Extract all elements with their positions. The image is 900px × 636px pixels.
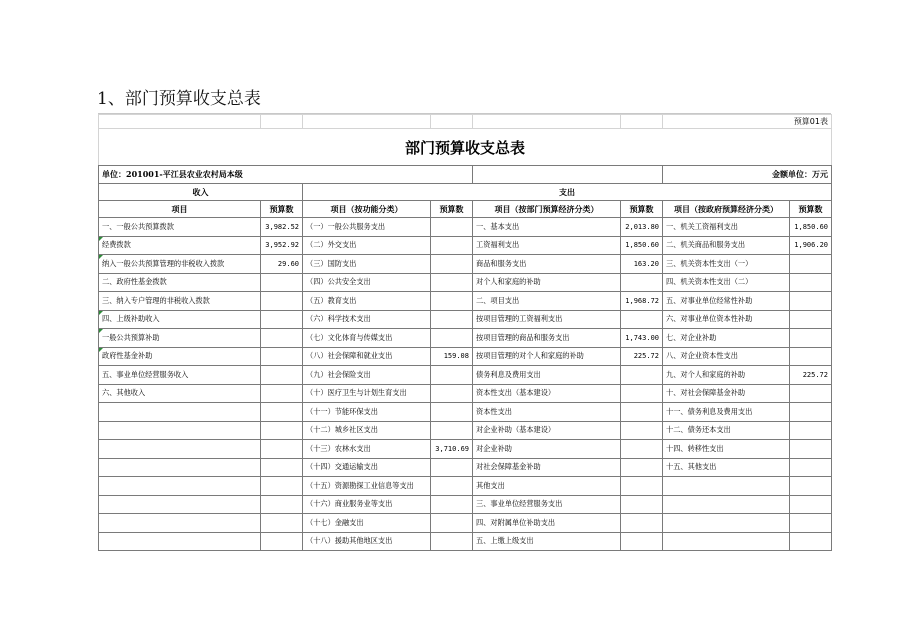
table-row — [99, 310, 832, 329]
income-amount-cell — [261, 495, 303, 514]
col-income-item: 项目 — [99, 201, 261, 218]
gov-item-cell: 十四、转移性支出 — [663, 440, 790, 459]
table-row — [99, 440, 832, 459]
func-item-cell: （四）公共安全支出 — [303, 273, 431, 292]
func-amount-cell — [431, 403, 473, 422]
unit-label: 单位：201001-平江县农业农村局本级 — [99, 166, 473, 184]
budget-sheet — [98, 113, 831, 551]
income-amount-cell — [261, 292, 303, 311]
gov-item-cell: 十一、债务利息及费用支出 — [663, 403, 790, 422]
dept-item-cell: 一、基本支出 — [473, 218, 621, 237]
func-item-cell: （十五）资源勘探工业信息等支出 — [303, 477, 431, 496]
gov-amount-cell — [790, 477, 832, 496]
gov-item-cell — [663, 532, 790, 551]
col-dept-amount: 预算数 — [621, 201, 663, 218]
dept-amount-cell: 1,968.72 — [621, 292, 663, 311]
col-income-amount: 预算数 — [261, 201, 303, 218]
func-item-cell: （六）科学技术支出 — [303, 310, 431, 329]
gov-item-cell: 一、机关工资福利支出 — [663, 218, 790, 237]
income-item-cell — [99, 403, 261, 422]
income-amount-cell — [261, 421, 303, 440]
dept-amount-cell — [621, 532, 663, 551]
func-amount-cell — [431, 236, 473, 255]
sheet-note-row — [99, 115, 832, 129]
dept-amount-cell: 163.20 — [621, 255, 663, 274]
dept-item-cell: 资本性支出（基本建设） — [473, 384, 621, 403]
income-amount-cell: 3,982.52 — [261, 218, 303, 237]
func-item-cell: （一）一般公共服务支出 — [303, 218, 431, 237]
table-row — [99, 366, 832, 385]
income-item-cell: 经费拨款 — [99, 236, 261, 255]
gov-amount-cell: 1,906.20 — [790, 236, 832, 255]
table-row — [99, 236, 832, 255]
func-item-cell: （七）文化体育与传媒支出 — [303, 329, 431, 348]
dept-item-cell: 对企业补助（基本建设） — [473, 421, 621, 440]
gov-item-cell: 四、机关资本性支出（二） — [663, 273, 790, 292]
dept-item-cell: 对个人和家庭的补助 — [473, 273, 621, 292]
expense-section-header: 支出 — [303, 184, 832, 201]
gov-item-cell: 九、对个人和家庭的补助 — [663, 366, 790, 385]
func-amount-cell — [431, 532, 473, 551]
func-amount-cell — [431, 514, 473, 533]
func-item-cell: （十一）节能环保支出 — [303, 403, 431, 422]
income-amount-cell — [261, 366, 303, 385]
table-row — [99, 421, 832, 440]
dept-amount-cell — [621, 458, 663, 477]
income-section-header: 收入 — [99, 184, 303, 201]
income-item-cell — [99, 477, 261, 496]
gov-amount-cell — [790, 329, 832, 348]
gov-amount-cell — [790, 514, 832, 533]
func-item-cell: （五）教育支出 — [303, 292, 431, 311]
income-amount-cell — [261, 347, 303, 366]
income-item-cell — [99, 514, 261, 533]
income-item-cell — [99, 440, 261, 459]
gov-amount-cell — [790, 532, 832, 551]
income-amount-cell — [261, 458, 303, 477]
gov-item-cell — [663, 514, 790, 533]
income-amount-cell — [261, 440, 303, 459]
gov-amount-cell — [790, 421, 832, 440]
income-item-cell: 六、其他收入 — [99, 384, 261, 403]
table-row — [99, 255, 832, 274]
func-amount-cell: 3,710.69 — [431, 440, 473, 459]
table-row — [99, 329, 832, 348]
gov-amount-cell — [790, 347, 832, 366]
dept-amount-cell — [621, 403, 663, 422]
func-amount-cell — [431, 366, 473, 385]
dept-amount-cell — [621, 440, 663, 459]
table-row — [99, 532, 832, 551]
dept-item-cell: 按项目管理的对个人和家庭的补助 — [473, 347, 621, 366]
column-header-row — [99, 201, 832, 218]
gov-amount-cell — [790, 273, 832, 292]
table-row — [99, 218, 832, 237]
func-amount-cell — [431, 292, 473, 311]
sheet-note: 预算01表 — [663, 115, 832, 129]
func-amount-cell — [431, 495, 473, 514]
dept-amount-cell — [621, 514, 663, 533]
income-amount-cell: 29.60 — [261, 255, 303, 274]
income-amount-cell — [261, 329, 303, 348]
col-gov-amount: 预算数 — [790, 201, 832, 218]
gov-amount-cell: 225.72 — [790, 366, 832, 385]
func-amount-cell — [431, 458, 473, 477]
func-amount-cell — [431, 329, 473, 348]
income-amount-cell — [261, 273, 303, 292]
gov-item-cell: 八、对企业资本性支出 — [663, 347, 790, 366]
func-item-cell: （十）医疗卫生与计划生育支出 — [303, 384, 431, 403]
income-item-cell: 政府性基金补助 — [99, 347, 261, 366]
dept-item-cell: 五、上缴上级支出 — [473, 532, 621, 551]
income-amount-cell: 3,952.92 — [261, 236, 303, 255]
dept-amount-cell — [621, 310, 663, 329]
dept-amount-cell: 2,013.80 — [621, 218, 663, 237]
income-amount-cell — [261, 477, 303, 496]
gov-amount-cell: 1,850.60 — [790, 218, 832, 237]
income-item-cell: 一、一般公共预算拨款 — [99, 218, 261, 237]
gov-amount-cell — [790, 384, 832, 403]
func-item-cell: （二）外交支出 — [303, 236, 431, 255]
dept-amount-cell — [621, 477, 663, 496]
budget-table — [98, 114, 832, 551]
func-item-cell: （八）社会保障和就业支出 — [303, 347, 431, 366]
income-item-cell: 五、事业单位经营服务收入 — [99, 366, 261, 385]
gov-item-cell — [663, 477, 790, 496]
func-amount-cell — [431, 255, 473, 274]
dept-item-cell: 其他支出 — [473, 477, 621, 496]
func-amount-cell: 159.08 — [431, 347, 473, 366]
dept-amount-cell — [621, 366, 663, 385]
dept-item-cell: 按项目管理的商品和服务支出 — [473, 329, 621, 348]
income-item-cell: 一般公共预算补助 — [99, 329, 261, 348]
table-row — [99, 292, 832, 311]
amount-unit-label: 金额单位：万元 — [663, 166, 832, 184]
dept-item-cell: 三、事业单位经营服务支出 — [473, 495, 621, 514]
income-item-cell — [99, 532, 261, 551]
gov-item-cell: 七、对企业补助 — [663, 329, 790, 348]
dept-amount-cell: 225.72 — [621, 347, 663, 366]
gov-amount-cell — [790, 255, 832, 274]
gov-item-cell: 三、机关资本性支出（一） — [663, 255, 790, 274]
dept-item-cell: 对企业补助 — [473, 440, 621, 459]
gov-amount-cell — [790, 292, 832, 311]
table-row — [99, 458, 832, 477]
gov-item-cell: 十二、债务还本支出 — [663, 421, 790, 440]
page-heading: 1、部门预算收支总表 — [97, 89, 261, 109]
func-item-cell: （十八）援助其他地区支出 — [303, 532, 431, 551]
table-row — [99, 477, 832, 496]
gov-amount-cell — [790, 458, 832, 477]
income-item-cell: 二、政府性基金拨款 — [99, 273, 261, 292]
dept-amount-cell: 1,743.00 — [621, 329, 663, 348]
table-row — [99, 403, 832, 422]
col-dept-item: 项目（按部门预算经济分类） — [473, 201, 621, 218]
func-amount-cell — [431, 218, 473, 237]
func-item-cell: （十七）金融支出 — [303, 514, 431, 533]
dept-amount-cell: 1,850.60 — [621, 236, 663, 255]
unit-row — [99, 166, 832, 184]
table-row — [99, 384, 832, 403]
gov-item-cell: 二、机关商品和服务支出 — [663, 236, 790, 255]
func-item-cell: （十六）商业服务业等支出 — [303, 495, 431, 514]
income-amount-cell — [261, 403, 303, 422]
func-item-cell: （十三）农林水支出 — [303, 440, 431, 459]
table-row — [99, 273, 832, 292]
col-gov-item: 项目（按政府预算经济分类） — [663, 201, 790, 218]
income-item-cell: 三、纳入专户管理的非税收入拨款 — [99, 292, 261, 311]
func-item-cell: （三）国防支出 — [303, 255, 431, 274]
func-amount-cell — [431, 421, 473, 440]
func-item-cell: （十四）交通运输支出 — [303, 458, 431, 477]
func-amount-cell — [431, 273, 473, 292]
dept-amount-cell — [621, 384, 663, 403]
gov-amount-cell — [790, 495, 832, 514]
title-row — [99, 129, 832, 166]
dept-item-cell: 对社会保障基金补助 — [473, 458, 621, 477]
table-title: 部门预算收支总表 — [99, 129, 832, 166]
gov-amount-cell — [790, 440, 832, 459]
func-amount-cell — [431, 384, 473, 403]
func-item-cell: （十二）城乡社区支出 — [303, 421, 431, 440]
gov-amount-cell — [790, 403, 832, 422]
col-func-item: 项目（按功能分类） — [303, 201, 431, 218]
gov-item-cell: 十五、其他支出 — [663, 458, 790, 477]
income-amount-cell — [261, 384, 303, 403]
gov-item-cell — [663, 495, 790, 514]
dept-item-cell: 商品和服务支出 — [473, 255, 621, 274]
func-amount-cell — [431, 310, 473, 329]
dept-item-cell: 二、项目支出 — [473, 292, 621, 311]
dept-item-cell: 资本性支出 — [473, 403, 621, 422]
income-item-cell — [99, 495, 261, 514]
income-item-cell — [99, 421, 261, 440]
income-amount-cell — [261, 532, 303, 551]
func-amount-cell — [431, 477, 473, 496]
income-amount-cell — [261, 310, 303, 329]
dept-item-cell: 工资福利支出 — [473, 236, 621, 255]
table-row — [99, 495, 832, 514]
income-item-cell: 纳入一般公共预算管理的非税收入拨款 — [99, 255, 261, 274]
income-item-cell: 四、上级补助收入 — [99, 310, 261, 329]
gov-item-cell: 六、对事业单位资本性补助 — [663, 310, 790, 329]
dept-amount-cell — [621, 421, 663, 440]
section-row — [99, 184, 832, 201]
table-row — [99, 514, 832, 533]
income-amount-cell — [261, 514, 303, 533]
func-item-cell: （九）社会保险支出 — [303, 366, 431, 385]
dept-amount-cell — [621, 273, 663, 292]
dept-item-cell: 四、对附属单位补助支出 — [473, 514, 621, 533]
dept-amount-cell — [621, 495, 663, 514]
dept-item-cell: 按项目管理的工资福利支出 — [473, 310, 621, 329]
gov-amount-cell — [790, 310, 832, 329]
col-func-amount: 预算数 — [431, 201, 473, 218]
table-row — [99, 347, 832, 366]
income-item-cell — [99, 458, 261, 477]
dept-item-cell: 债务利息及费用支出 — [473, 366, 621, 385]
gov-item-cell: 十、对社会保障基金补助 — [663, 384, 790, 403]
gov-item-cell: 五、对事业单位经常性补助 — [663, 292, 790, 311]
